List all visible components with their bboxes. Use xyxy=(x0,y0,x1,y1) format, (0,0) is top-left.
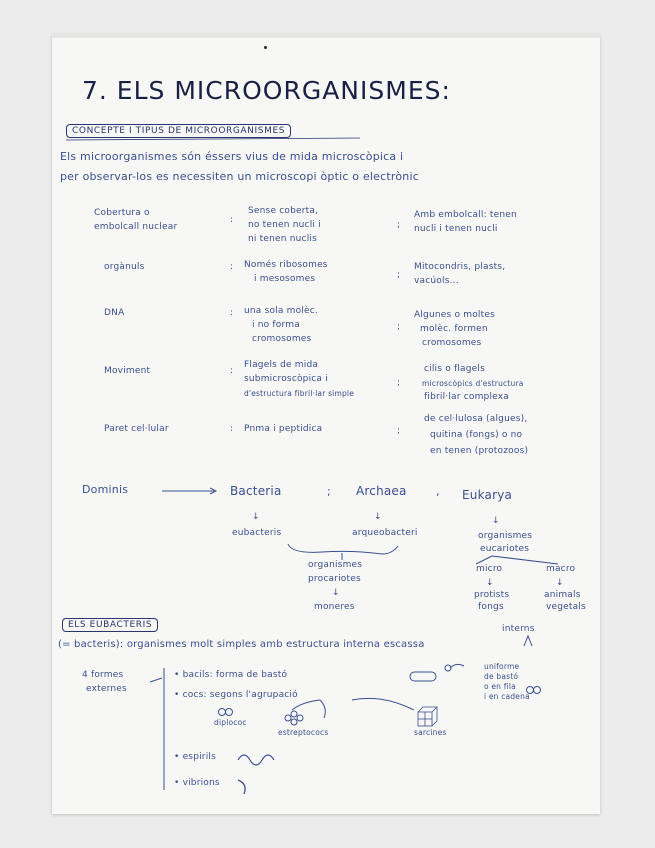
domain-bacteria: Bacteria xyxy=(230,484,282,498)
notebook-page xyxy=(52,34,600,814)
euk-paret-2: quitina (fongs) o no xyxy=(430,430,523,440)
row-label-organuls: orgànuls xyxy=(104,262,145,272)
bacils-note-1: uniforme xyxy=(484,662,520,671)
estreptococ-icon xyxy=(297,715,303,721)
row-separator: ; xyxy=(397,270,401,280)
list-arrow xyxy=(150,678,162,682)
euk-dna-1: Algunes o moltes xyxy=(414,310,495,320)
prok-dna-3: cromosomes xyxy=(252,334,312,344)
estreptococs-label: estreptococs xyxy=(278,728,329,737)
prok-dna-2: i no forma xyxy=(252,320,300,330)
row-colon: : xyxy=(230,215,234,225)
row-colon: : xyxy=(230,424,234,434)
arrow-down: ↓ xyxy=(492,516,500,526)
intro-line-2: per observar-los es necessiten un microscopi òptic o electrònic xyxy=(60,170,419,183)
micro: micro xyxy=(476,564,503,574)
ink-sketches xyxy=(52,34,600,814)
euk-moviment-1: cilis o flagels xyxy=(424,364,485,374)
prok-moviment-1: Flagels de mida xyxy=(244,360,319,370)
euk-paret-1: de cel·lulosa (algues), xyxy=(424,414,528,424)
estreptococ-icon xyxy=(291,711,297,717)
heading-underline xyxy=(66,138,360,140)
espiril-icon xyxy=(238,755,274,765)
prok-organuls-2: i mesosomes xyxy=(254,274,316,284)
espirils-item: • espirils xyxy=(174,752,216,762)
curved-arrow xyxy=(450,664,464,668)
diplococ-icon xyxy=(226,709,233,716)
organismes-euc-2: eucariotes xyxy=(480,544,530,554)
row-separator: ; xyxy=(397,220,401,230)
separator: ; xyxy=(327,485,331,498)
dominis-label: Dominis xyxy=(82,483,129,496)
prok-cobertura-2: no tenen nucli i xyxy=(248,220,321,230)
prok-organuls-1: Només ribosomes xyxy=(244,260,328,270)
row-separator: ; xyxy=(397,322,401,332)
side-label-2: externes xyxy=(86,684,127,694)
row-label-cobertura-2: embolcall nuclear xyxy=(94,222,178,232)
eubacteris: eubacteris xyxy=(232,528,282,538)
vibrio-icon xyxy=(238,780,245,794)
arrow-down: ↓ xyxy=(374,512,382,522)
row-label-dna: DNA xyxy=(104,308,125,318)
note-interns: interns xyxy=(502,624,535,634)
euk-paret-3: en tenen (protozoos) xyxy=(430,446,529,456)
euk-branch xyxy=(476,556,558,564)
vibrions-item: • vibrions xyxy=(174,778,220,788)
prok-cobertura-1: Sense coberta, xyxy=(248,206,319,216)
insert-caret xyxy=(524,636,532,646)
diplococ-icon xyxy=(219,709,226,716)
prok-paret-1: Pnma i peptidica xyxy=(244,424,323,434)
row-colon: : xyxy=(230,308,234,318)
euk-moviment-2: microscòpics d'estructura xyxy=(422,379,524,388)
section-heading-eubacteris: ELS EUBACTERIS xyxy=(62,618,158,632)
diplococ-label: diplococ xyxy=(214,718,247,727)
organismes-proc-2: procariotes xyxy=(308,574,361,584)
estreptococ-icon xyxy=(291,719,297,725)
estreptococ-icon xyxy=(285,715,291,721)
coccus-pair-icon xyxy=(527,687,534,694)
section-heading-concepte: CONCEPTE I TIPUS DE MICROORGANISMES xyxy=(66,124,291,138)
row-separator: ; xyxy=(397,378,401,388)
organismes-euc-1: organismes xyxy=(478,531,533,541)
prok-moviment-3: d'estructura fibril·lar simple xyxy=(244,389,355,398)
cocs-item: • cocs: segons l'agrupació xyxy=(174,690,298,700)
euk-organuls-2: vacúols... xyxy=(414,276,459,286)
intro-line-1: Els microorganismes són éssers vius de mida microscòpica i xyxy=(60,150,404,163)
row-colon: : xyxy=(230,366,234,376)
cocs-arrow-mid xyxy=(320,700,325,718)
macro: macro xyxy=(546,564,576,574)
fongs: fongs xyxy=(478,602,504,612)
row-label-cobertura: Cobertura o xyxy=(94,208,150,218)
domain-eukarya: Eukarya xyxy=(462,488,513,502)
bacils-item: • bacils: forma de bastó xyxy=(174,670,288,680)
moneres: moneres xyxy=(314,602,355,612)
bacil-shape-icon xyxy=(410,672,436,681)
cocs-arrow-right xyxy=(352,698,414,710)
arrow-down: ↓ xyxy=(252,512,260,522)
arrow-down: ↓ xyxy=(556,578,564,588)
page-title: 7. ELS MICROORGANISMES: xyxy=(82,76,451,105)
row-label-paret: Paret cel·lular xyxy=(104,424,169,434)
arrow-down: ↓ xyxy=(486,578,494,588)
arrow-down: ↓ xyxy=(332,588,340,598)
separator: , xyxy=(436,485,440,498)
coccus-pair-icon xyxy=(534,687,541,694)
sarcines-label: sarcines xyxy=(414,728,447,737)
protists: protists xyxy=(474,590,510,600)
animals: animals xyxy=(544,590,581,600)
side-label-1: 4 formes xyxy=(82,670,124,680)
grouping-bracket xyxy=(288,544,398,554)
row-label-moviment: Moviment xyxy=(104,366,151,376)
prok-dna-1: una sola molèc. xyxy=(244,306,318,316)
prok-cobertura-3: ni tenen nuclis xyxy=(248,234,317,244)
eubacteris-definition: (= bacteris): organismes molt simples amb estructura interna escassa xyxy=(58,639,425,650)
euk-cobertura-2: nucli i tenen nucli xyxy=(414,224,498,234)
bacils-note-3: o en fila xyxy=(484,682,516,691)
euk-cobertura-1: Amb embolcall: tenen xyxy=(414,210,517,220)
euk-moviment-3: fibril·lar complexa xyxy=(424,392,509,402)
euk-dna-2: molèc. formen xyxy=(420,324,488,334)
bacils-note-2: de bastó xyxy=(484,672,519,681)
arqueobacteri: arqueobacteri xyxy=(352,528,418,538)
vegetals: vegetals xyxy=(546,602,586,612)
euk-organuls-1: Mitocondris, plasts, xyxy=(414,262,506,272)
euk-dna-3: cromosomes xyxy=(422,338,482,348)
cocs-arrow-left xyxy=(292,700,320,710)
domain-archaea: Archaea xyxy=(356,484,407,498)
row-colon: : xyxy=(230,262,234,272)
organismes-proc-1: organismes xyxy=(308,560,363,570)
prok-moviment-2: submicroscòpica i xyxy=(244,374,328,384)
bacils-note-4: i en cadena xyxy=(484,692,530,701)
sarcina-icon xyxy=(418,707,437,726)
row-separator: ; xyxy=(397,426,401,436)
